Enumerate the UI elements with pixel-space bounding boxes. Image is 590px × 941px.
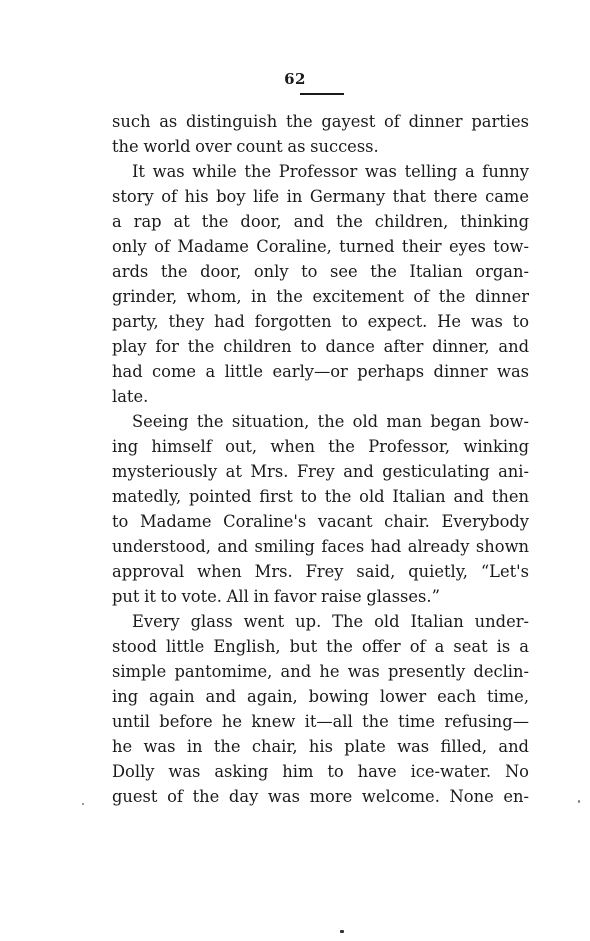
text-line: It was while the Professor was telling a funny <box>132 162 529 181</box>
text-line: simple pantomime, and he was presently declin- <box>112 662 529 681</box>
paper-speck <box>340 930 344 933</box>
text-line: Dolly was asking him to have ice-water. No <box>112 762 529 781</box>
text-line: ing again and again, bowing lower each time, <box>112 687 529 706</box>
page-number: 62 <box>284 70 306 88</box>
text-line: the world over count as success. <box>112 137 379 156</box>
text-line: ing himself out, when the Professor, winking <box>112 437 529 456</box>
text-line: such as distinguish the gayest of dinner parties <box>112 112 529 131</box>
text-line: to Madame Coraline's vacant chair. Everybody <box>112 512 529 531</box>
text-line: understood, and smiling faces had already shown <box>112 537 529 556</box>
text-line: grinder, whom, in the excitement of the dinner <box>112 287 529 306</box>
paper-speck <box>82 803 84 805</box>
text-line: party, they had forgotten to expect. He was to <box>112 312 529 331</box>
text-line: only of Madame Coraline, turned their eyes tow- <box>112 237 529 256</box>
text-line: late. <box>112 387 149 406</box>
text-line: Seeing the situation, the old man began bow- <box>132 412 529 431</box>
text-line: approval when Mrs. Frey said, quietly, “Let's <box>112 562 529 581</box>
text-line: put it to vote. All in favor raise glasses.” <box>112 587 440 606</box>
text-line: matedly, pointed first to the old Italian and then <box>112 487 529 506</box>
text-line: Every glass went up. The old Italian under- <box>132 612 529 631</box>
text-line: guest of the day was more welcome. None en- <box>112 787 529 806</box>
text-line: mysteriously at Mrs. Frey and gesticulating ani- <box>112 462 529 481</box>
text-line: a rap at the door, and the children, thinking <box>112 212 529 231</box>
text-line: until before he knew it—all the time refusing— <box>112 712 529 731</box>
text-line: he was in the chair, his plate was filled, and <box>112 737 529 756</box>
paper-speck <box>578 800 580 803</box>
text-line: had come a little early—or perhaps dinner was <box>112 362 529 381</box>
body-text <box>112 109 529 809</box>
text-line: ards the door, only to see the Italian organ- <box>112 262 529 281</box>
page-number-rule <box>300 93 344 95</box>
text-line: play for the children to dance after dinner, and <box>112 337 529 356</box>
text-line: stood little English, but the offer of a seat is a <box>112 637 529 656</box>
text-line: story of his boy life in Germany that there came <box>112 187 529 206</box>
